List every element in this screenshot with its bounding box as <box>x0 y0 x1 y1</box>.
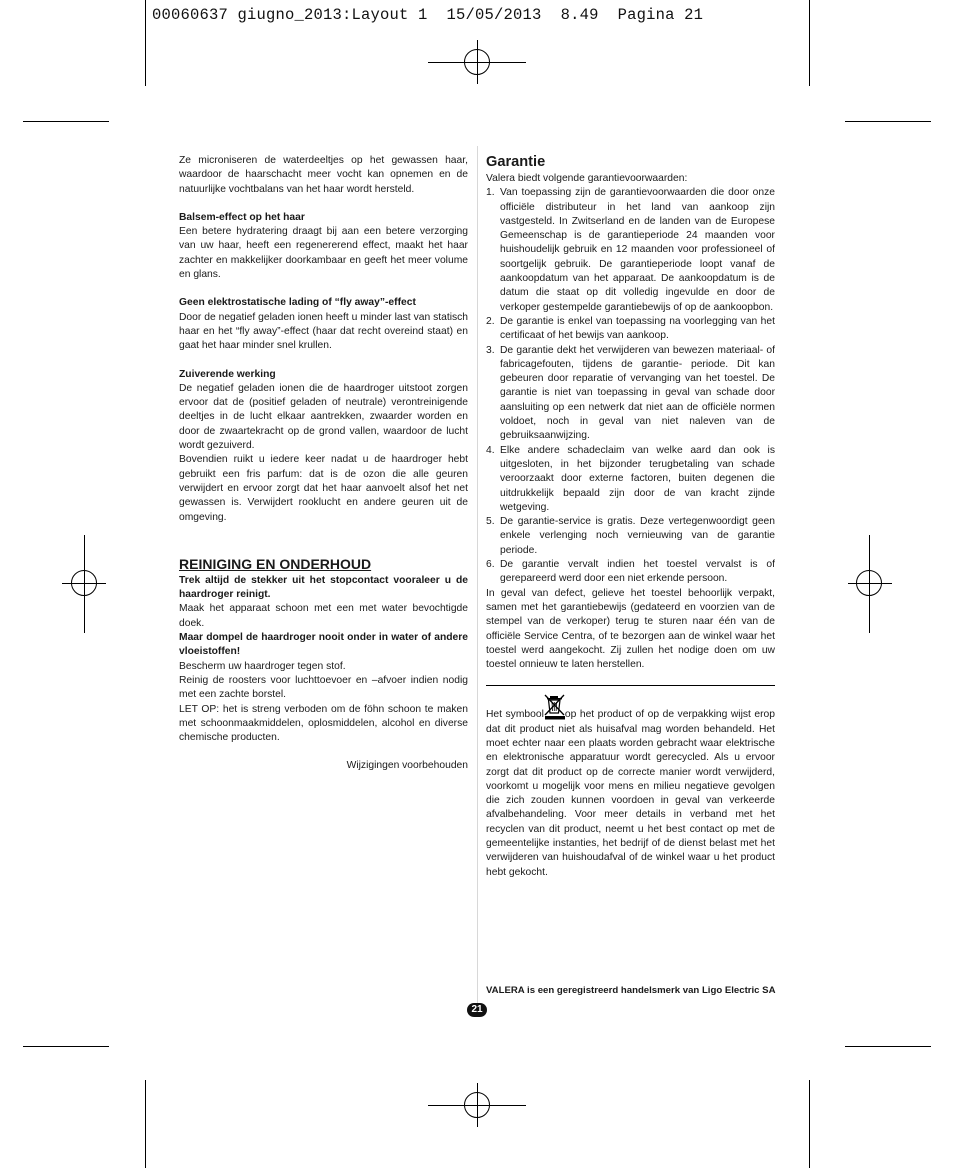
balsem-heading: Balsem-effect op het haar <box>179 211 305 223</box>
cleaning-heading: Zuiverende werking <box>179 368 276 380</box>
column-divider <box>477 146 478 1016</box>
warranty-intro: Valera biedt volgende garantievoorwaarden: <box>486 173 688 184</box>
warranty-conditions-list <box>486 186 775 586</box>
static-paragraph: Door de negatief geladen ionen heeft u minder last van statisch haar en het “fly away”-effect (haar dat recht overeind staat) en gaat het haar minder snel krullen. <box>179 311 468 352</box>
list-item: 1. Van toepassing zijn de garantievoorwaarden die door onze officiële distributeur in het land van aankoop zijn vastgesteld. In Zwitserland en de landen van de Europese Gemeenschap is de garantieperiode 24 maanden voor huishoudelijk gebruik en 12 maanden voor professioneel of soortgelijk gebruik. De garantieperiode loopt vanaf de aankoopdatum van het apparaat. De aankoopdatum is de datum die staat op dit volledig ingevulde en door de verkoper gestempelde garantiebewijs of op de aankoopbon. <box>486 187 775 313</box>
maintenance-text-caution: LET OP: het is streng verboden om de föhn schoon te maken met schoonmaakmiddelen, oplosmiddelen, alcohol en diverse chemische producten. <box>179 703 468 744</box>
crossed-bin-icon <box>543 694 567 720</box>
maintenance-warning-immerse: Maar dompel de haardroger nooit onder in water of andere vloeistoffen! <box>179 632 468 658</box>
maintenance-text-dust: Bescherm uw haardroger tegen stof. <box>179 660 346 672</box>
list-item: 3. De garantie dekt het verwijderen van bewezen materiaal- of fabricagefouten, tijdens de garantie- periode. Dit kan gebeuren door reparatie of vervanging van het toestel. De garantie is niet van toepassing in geval van schade door aansluiting op een netwerk dat niet aan de officiële normen voldoet, noch in geval van niet naleven van de gebruiksaanwijzing. <box>486 344 775 442</box>
maintenance-text-wipe: Maak het apparaat schoon met een met water bevochtigde doek. <box>179 603 468 629</box>
maintenance-text-grilles: Reinig de roosters voor luchttoevoer en –afvoer indien nodig met een zachte borstel. <box>179 674 468 701</box>
warranty-heading: Garantie <box>486 154 546 170</box>
list-item: 2. De garantie is enkel van toepassing na voorlegging van het certificaat of het bewijs van aankoop. <box>486 315 775 342</box>
print-slug: 00060637 giugno_2013:Layout 1 15/05/2013 8.49 Pagina 21 <box>152 6 704 24</box>
defect-paragraph: In geval van defect, gelieve het toestel behoorlijk verpakt, samen met het garantiebewijs (gedateerd en voorzien van de stempel van de verkoper) terug te sturen naar één van de officiële Service Centra, of te bezorgen aan de winkel waar het toestel werd aangekocht. Zij zullen het nodige doen om uw toestel опnieuw te laten herstellen. <box>486 587 775 671</box>
section-divider <box>486 685 775 686</box>
weee-section <box>486 694 775 880</box>
left-column <box>179 154 468 774</box>
list-item: 5. De garantie-service is gratis. Deze vertegenwoordigt geen enkele verlenging noch vernieuwing van de garantie periode. <box>486 516 775 556</box>
maintenance-heading: REINIGING EN ONDERHOUD <box>179 555 372 572</box>
static-heading: Geen elektrostatische lading of “fly away”-effect <box>179 297 416 309</box>
list-item: 4. Elke andere schadeclaim van welke aard dan ook is uitgesloten, in het bijzonder terugbetaling van schade veroorzaakt door externe factoren, buiten degenen die uitdrukkelijk bepaald zijn door de van kracht zijnde wetgeving. <box>486 444 775 513</box>
trademark-note: VALERA is een geregistreerd handelsmerk van Ligo Electric SA <box>486 985 776 996</box>
changes-reserved: Wijzigingen voorbehouden <box>346 760 468 772</box>
balsem-paragraph: Een betere hydratering draagt bij aan een betere verzorging van uw haar, heeft een regenererend effect, maakt het haar zachter en makkelijker doorkambaar en geeft het meer volume en glans. <box>179 226 468 281</box>
list-item: 6. De garantie vervalt indien het toestel vervalst is of gerepareerd werd door een niet erkende persoon. <box>486 559 775 585</box>
cleaning-paragraph-1: De negatief geladen ionen die de haardroger uitstoot zorgen ervoor dat de (positief geladen of neutrale) verontreinigende deeltjes in de lucht elkaar aantrekken, zwaarder worden en door de zwaartekracht op de grond vallen, waardoor de lucht wordt gezuiverd. <box>179 382 468 452</box>
weee-paragraph: Het symbool op het product of op de verpakking wijst erop dat dit product niet als huisafval mag worden behandeld. Het moet echter naar een plaats worden gebracht waar elektrische en elektronische apparatuur wordt gerecycled. Als u ervoor zorgt dat dit product op de correcte manier wordt verwijderd, voorkomt u mogelijk voor mens en milieu negatieve gevolgen die zich zouden kunnen voordoen in geval van verkeerde afvalbehandeling. Voor meer details in verband met het recyclen van dit product, neemt u het best contact op met de gemeentelijke instanties, het bedrijf of de dienst belast met het verwijderen van huishoudafval of de winkel waar u het product hebt gekocht. <box>486 694 775 880</box>
right-column <box>486 154 775 880</box>
intro-paragraph: Ze microniseren de waterdeeltjes op het gewassen haar, waardoor de haarschacht meer vocht kan opnemen en de natuurlijke vochtbalans van het haar wordt hersteld. <box>179 155 468 195</box>
maintenance-warning-unplug: Trek altijd de stekker uit het stopcontact vooraleer u de haardroger reinigt. <box>179 574 468 601</box>
cleaning-paragraph-2: Bovendien ruikt u iedere keer nadat u de haardroger hebt gebruikt een fris parfum: dat is de ozon die alle geuren verwijdert en ervoor zorgt dat het haar aanvoelt alsof het net gewassen is. Verwijdert rooklucht en andere geuren uit de omgeving. <box>179 454 468 523</box>
page-number-badge: 21 <box>467 1003 487 1017</box>
